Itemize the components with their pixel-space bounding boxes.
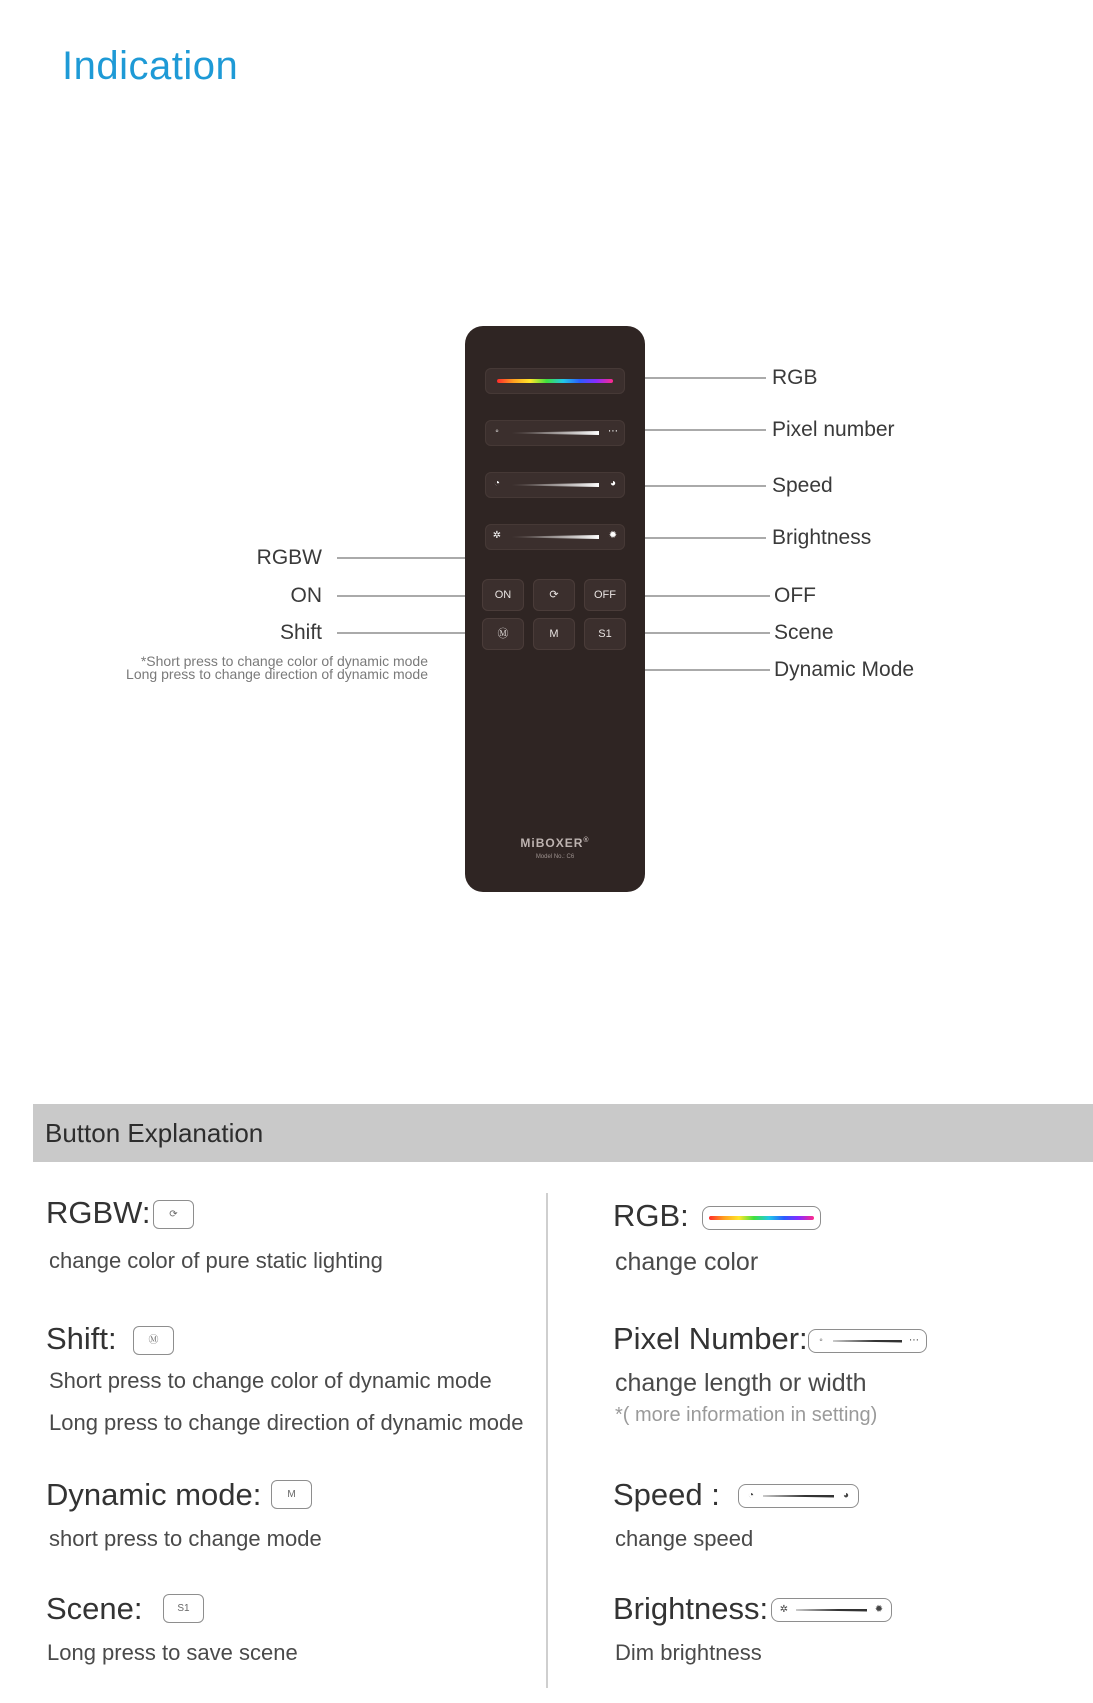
off-button[interactable]: OFF: [584, 579, 626, 611]
callout-rgbw: RGBW: [256, 546, 322, 569]
rgb-heading: RGB:: [613, 1198, 689, 1233]
shift-heading: Shift:: [46, 1321, 117, 1356]
shift-key: [133, 1326, 174, 1355]
shift-icon: Ⓜ: [497, 628, 509, 640]
pixel-number-heading: Pixel Number:: [613, 1321, 808, 1356]
rgbw-icon: ⟳: [549, 589, 559, 601]
brightness-high-icon: ✹: [608, 530, 618, 541]
pixel-number-description: change length or width: [615, 1369, 867, 1397]
dynamic-mode-heading: Dynamic mode:: [46, 1477, 262, 1512]
speed-slow-icon: ◔: [747, 1490, 755, 1501]
rgbw-description: change color of pure static lighting: [49, 1248, 383, 1273]
rgbw-icon: ⟳: [169, 1209, 178, 1220]
brightness-key: [771, 1598, 892, 1622]
pixel-less-icon: ◦: [819, 1335, 823, 1346]
brightness-slider[interactable]: [485, 524, 625, 550]
speed-slider[interactable]: [485, 472, 625, 498]
pixel-more-icon: ⋯: [909, 1335, 919, 1346]
model-number: Model No.: C6: [535, 854, 575, 860]
rgb-slider[interactable]: [485, 368, 625, 394]
brightness-low-icon: ✲: [779, 1604, 789, 1615]
mode-button[interactable]: M: [533, 618, 575, 650]
scene-heading: Scene:: [46, 1591, 143, 1626]
shift-description-long: Long press to change direction of dynamic mode: [49, 1410, 524, 1435]
speed-heading: Speed :: [613, 1477, 720, 1512]
rgb-description: change color: [615, 1248, 759, 1276]
shift-icon: Ⓜ: [148, 1335, 159, 1346]
brightness-description: Dim brightness: [615, 1640, 762, 1665]
on-button[interactable]: ON: [482, 579, 524, 611]
pixel-more-icon: ⋯: [608, 426, 618, 437]
speed-slow-icon: ◔: [493, 478, 501, 489]
rgbw-heading: RGBW:: [46, 1195, 151, 1230]
callout-scene: Scene: [774, 621, 834, 644]
pixel-number-note: *( more information in setting): [615, 1404, 878, 1426]
column-divider: [546, 1193, 548, 1688]
speed-fast-icon: ◕: [842, 1490, 850, 1501]
speed-key: [738, 1484, 859, 1508]
callout-on: ON: [290, 584, 322, 607]
shift-description-short: Short press to change color of dynamic mode: [49, 1368, 492, 1393]
brightness-high-icon: ✹: [874, 1604, 884, 1615]
rgbw-button[interactable]: [533, 579, 575, 611]
speed-fast-icon: ◕: [609, 478, 617, 489]
remote-control: [465, 326, 645, 892]
callout-dynamic-mode: Dynamic Mode: [774, 658, 915, 681]
callout-rgb: RGB: [772, 366, 818, 389]
shift-button[interactable]: [482, 618, 524, 650]
callout-speed: Speed: [772, 474, 833, 497]
shift-note: *Short press to change color of dynamic mode Long press to change direction of dynamic mode: [126, 653, 428, 682]
pixel-key: [808, 1329, 927, 1353]
brightness-heading: Brightness:: [613, 1591, 769, 1626]
dynamic-mode-description: short press to change mode: [49, 1526, 322, 1551]
page-title: Indication: [62, 44, 239, 88]
pixel-less-icon: ◦: [495, 426, 499, 437]
brightness-low-icon: ✲: [492, 530, 502, 541]
scene-key: S1: [163, 1594, 204, 1623]
scene-button[interactable]: S1: [584, 618, 626, 650]
callout-pixel-number: Pixel number: [772, 418, 895, 441]
brand-logo: MiBOXER®: [520, 836, 590, 850]
section-title: Button Explanation: [45, 1118, 264, 1148]
mode-key: M: [271, 1480, 312, 1509]
pixel-slider[interactable]: [485, 420, 625, 446]
callout-shift: Shift: [279, 621, 322, 644]
scene-description: Long press to save scene: [47, 1640, 298, 1665]
callout-off: OFF: [774, 584, 816, 607]
speed-description: change speed: [615, 1526, 754, 1551]
rgb-key: [702, 1206, 821, 1230]
rgbw-key: [153, 1200, 194, 1229]
callout-brightness: Brightness: [772, 526, 872, 549]
